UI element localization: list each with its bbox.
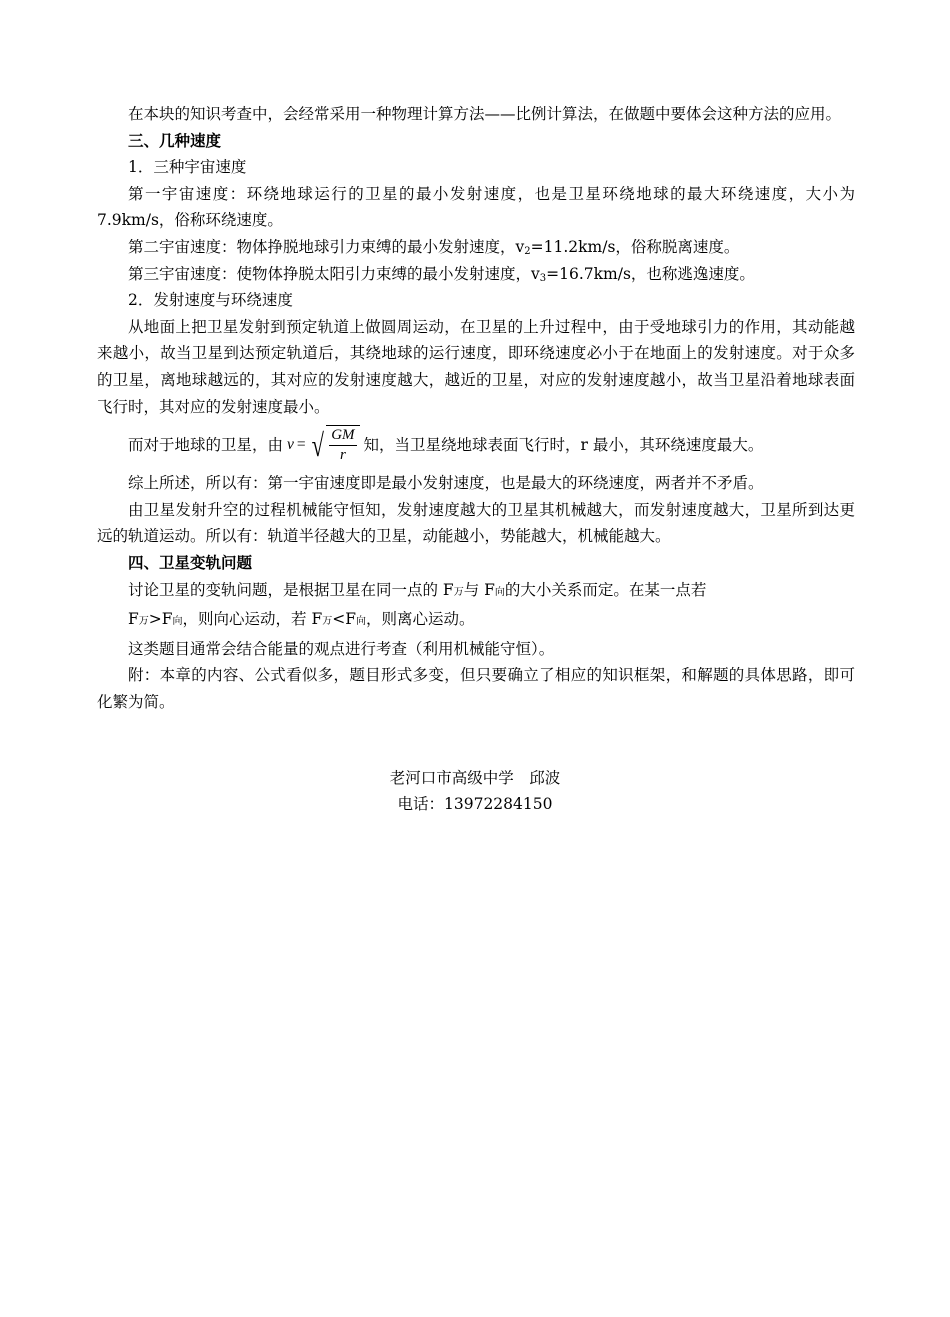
section-heading-speeds: 三、几种速度 (128, 130, 222, 150)
paragraph-summary: 综上所述，所以有：第一宇宙速度即是最小发射速度，也是最大的环绕速度，两者并不矛盾。 (128, 474, 764, 493)
signature-phone: 电话：13972284150 (397, 795, 553, 813)
section-heading-orbit-change: 四、卫星变轨问题 (128, 552, 253, 572)
document-body (97, 101, 855, 715)
orbital-speed-formula: v = √ $\frac{GM}{r}$ (287, 425, 360, 465)
subheading-launch-orbit: 2．发射速度与环绕速度 (128, 291, 293, 310)
paragraph-orbit-change: 讨论卫星的变轨问题，是根据卫星在同一点的 F万与 F向的大小关系而定。在某一点若 (128, 580, 707, 599)
paragraph-launch-speed: 从地面上把卫星发射到预定轨道上做圆周运动，在卫星的上升过程中，由于受地球引力的作用，其动能越来越小，故当卫星到达预定轨道后，其绕地球的运行速度，即环绕速度必小于在地面上的发射速度。对于众多的卫星，离地球越远的，其对应的发射速度越大，越近的卫星，对应的发射速度越小，故当卫星沿着地球表面飞行时，其对应的发射速度最小。 (97, 317, 855, 416)
subheading-cosmic-speeds: 1．三种宇宙速度 (128, 158, 247, 177)
intro-paragraph: 在本块的知识考查中，会经常采用一种物理计算方法——比例计算法，在做题中要体会这种方法的应用。 (128, 105, 842, 123)
paragraph-second-cosmic: 第二宇宙速度：物体挣脱地球引力束缚的最小发射速度，$v_2=11.2km/s$，俗称脱离速度。 (128, 237, 740, 257)
paragraph-energy-view: 这类题目通常会结合能量的观点进行考查（利用机械能守恒）。 (128, 639, 555, 658)
paragraph-first-cosmic: 第一宇宙速度：环绕地球运行的卫星的最小发射速度，也是卫星环绕地球的最大环绕速度，大小为 7.9km/s，俗称环绕速度。 (97, 184, 855, 230)
paragraph-energy: 由卫星发射升空的过程机械能守恒知，发射速度越大的卫星其机械越大，而发射速度越大，卫星所到达更远的轨道运动。所以有：轨道半径越大的卫星，动能越小，势能越大，机械能越大。 (97, 500, 855, 546)
paragraph-appendix: 附：本章的内容、公式看似多，题目形式多变，但只要确立了相应的知识框架，和解题的具体思路，即可化繁为简。 (97, 666, 855, 711)
paragraph-formula: 而对于地球的卫星，由 v = √ $\frac{GM}{r}$ 知，当卫星绕地球表面飞行时，r 最小，其环绕速度最大。 (128, 427, 764, 464)
paragraph-third-cosmic: 第三宇宙速度：使物体挣脱太阳引力束缚的最小发射速度，$v_3=16.7km/s$，也称逃逸速度。 (128, 264, 755, 284)
paragraph-orbit-condition: F万>F向，则向心运动，若 F万<F向，则离心运动。 (128, 610, 475, 629)
signature-school: 老河口市高级中学 邱波 (389, 769, 561, 787)
